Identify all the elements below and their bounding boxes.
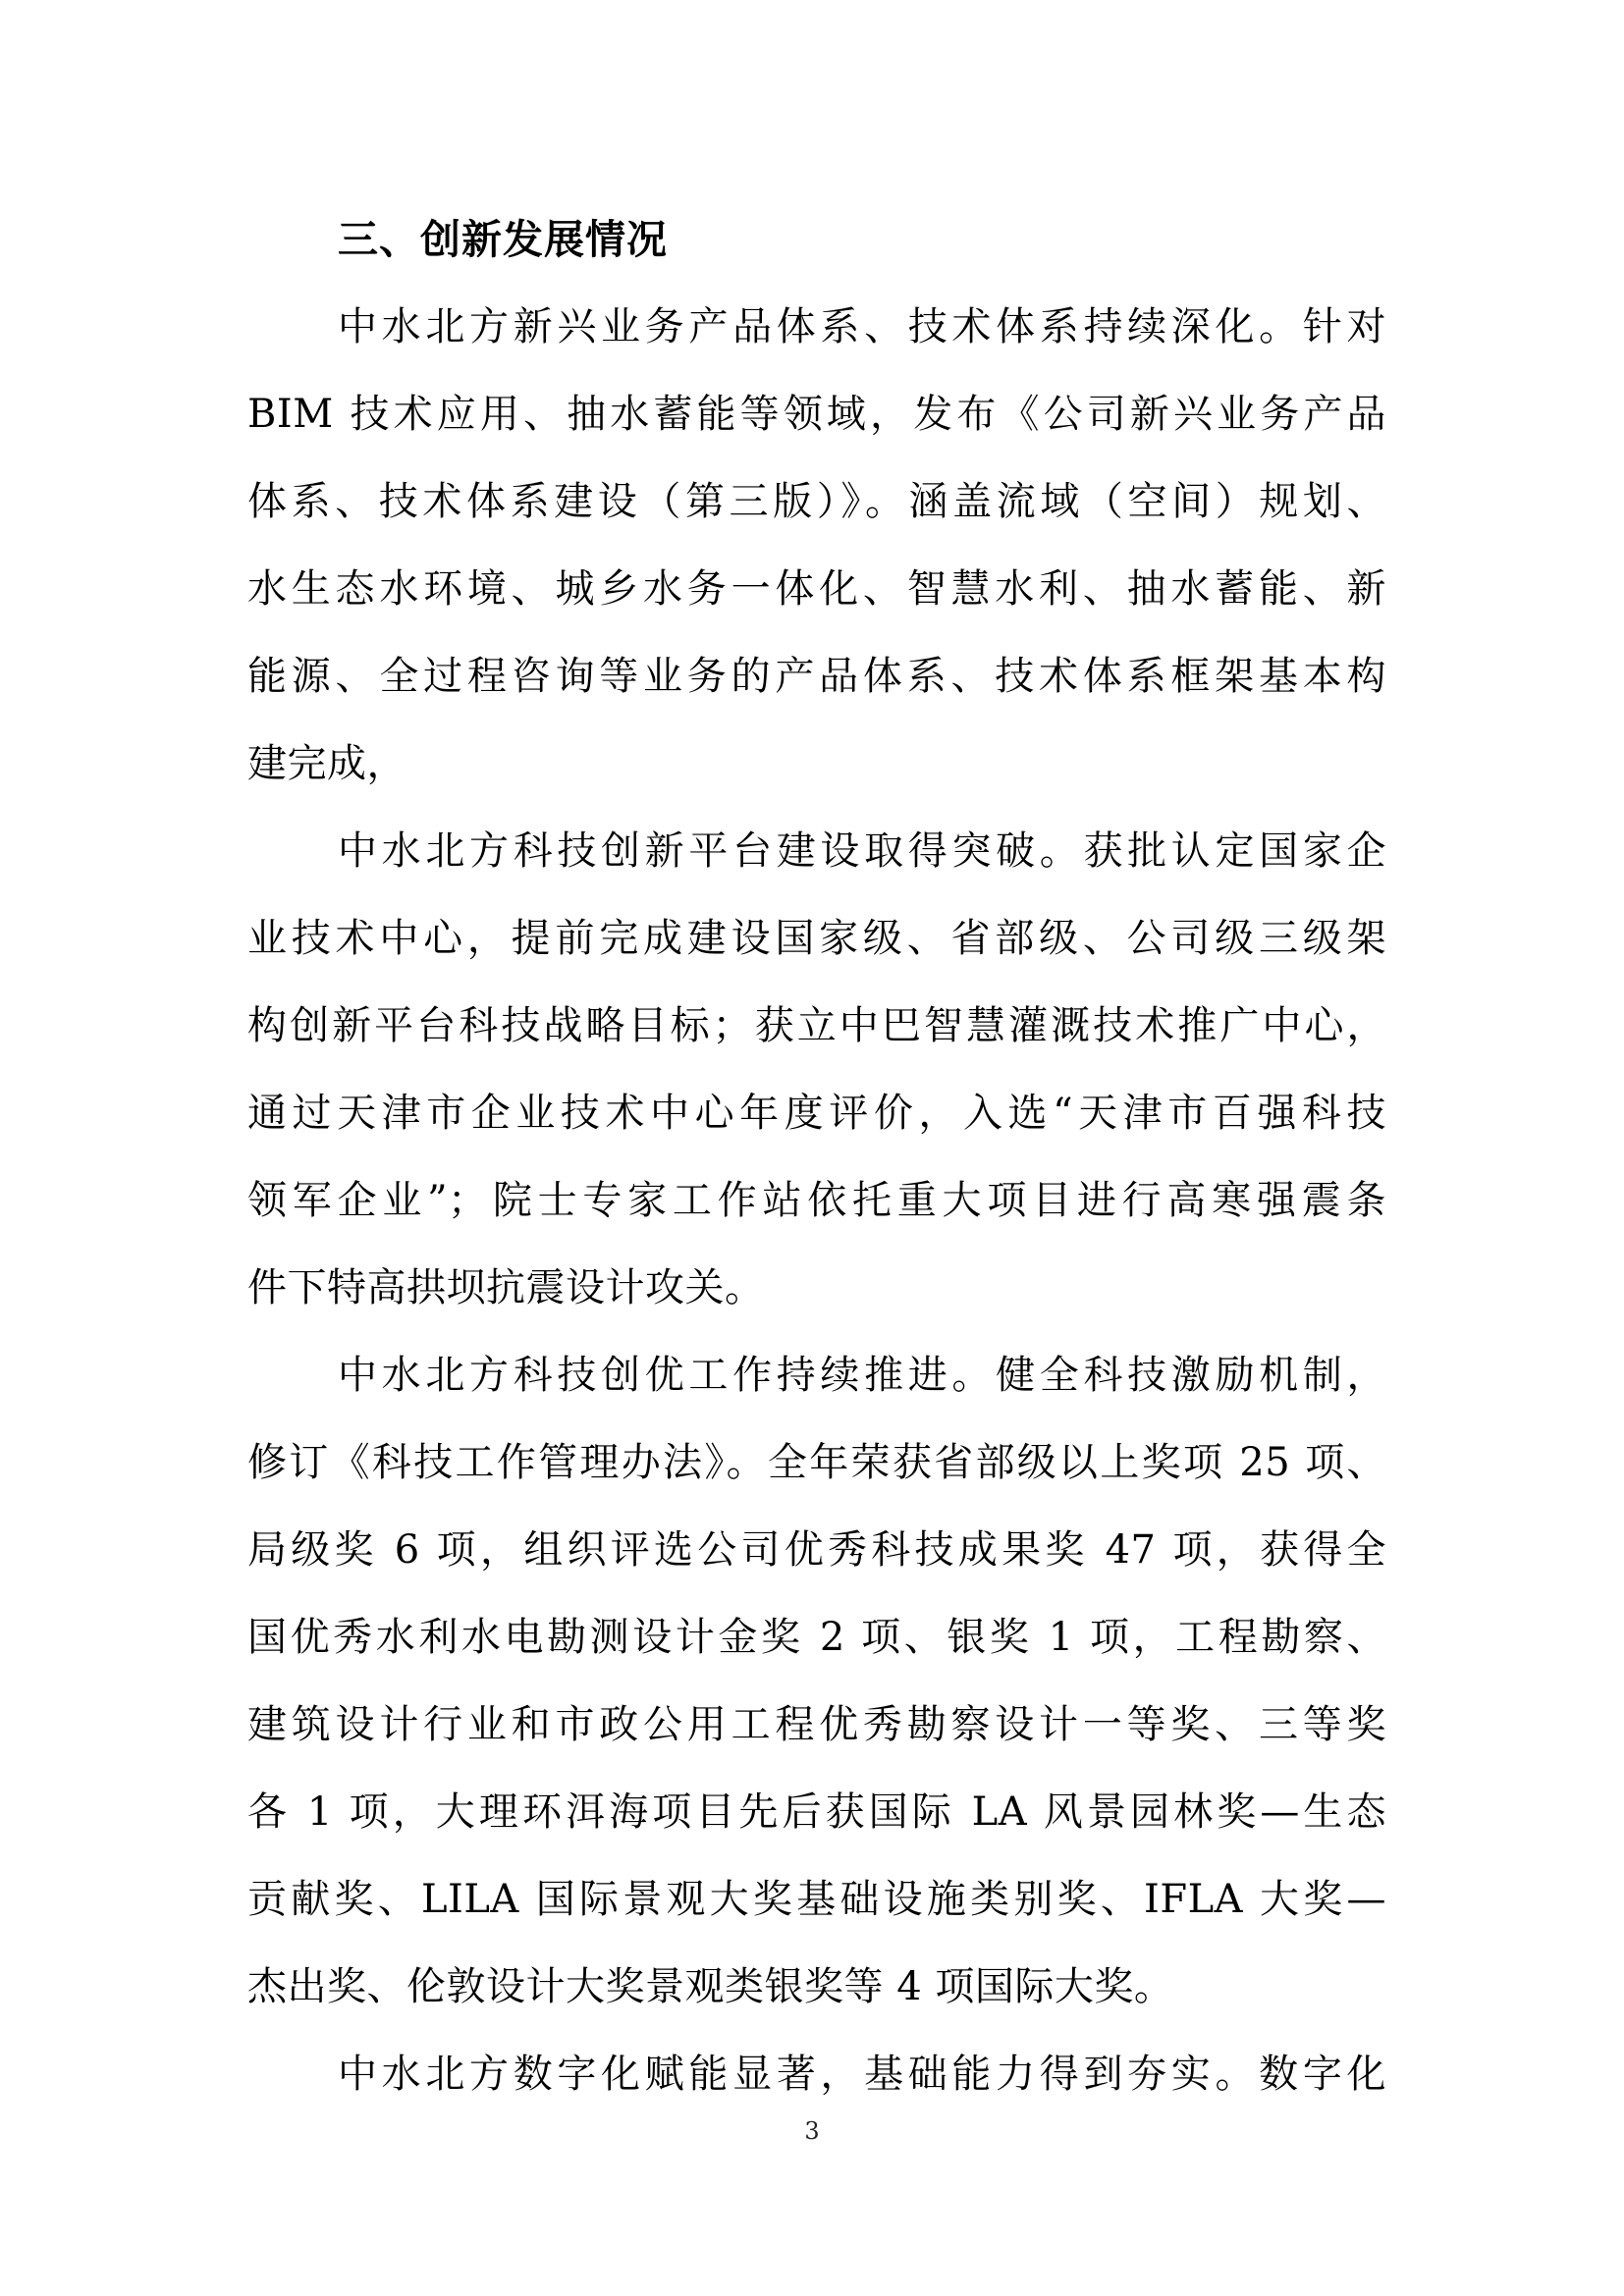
paragraph-digitalization xyxy=(247,2031,1386,2118)
paragraph-line: 局级奖 6 项，组织评选公司优秀科技成果奖 47 项，获得全 xyxy=(247,1527,1386,1573)
paragraph-line: 能源、全过程咨询等业务的产品体系、技术体系框架基本构 xyxy=(247,654,1386,699)
page-number: 3 xyxy=(804,2117,820,2145)
paragraph-line: 体系、技术体系建设（第三版）》。涵盖流域（空间）规划、 xyxy=(247,479,1386,524)
paragraph-line: BIM 技术应用、抽水蓄能等领域，发布《公司新兴业务产品 xyxy=(247,392,1386,437)
page-content xyxy=(247,196,1386,2118)
paragraph-line: 中水北方科技创新平台建设取得突破。获批认定国家企 xyxy=(338,828,1386,874)
paragraph-line: 中水北方新兴业务产品体系、技术体系持续深化。针对 xyxy=(338,304,1386,349)
paragraph-line: 贡献奖、LILA 国际景观大奖基础设施类别奖、IFLA 大奖— xyxy=(247,1877,1386,1922)
paragraph-line: 中水北方数字化赋能显著，基础能力得到夯实。数字化 xyxy=(338,2052,1386,2097)
paragraph-line: 水生态水环境、城乡水务一体化、智慧水利、抽水蓄能、新 xyxy=(247,566,1386,612)
paragraph-line: 业技术中心，提前完成建设国家级、省部级、公司级三级架 xyxy=(247,916,1386,961)
paragraph-line: 建完成， xyxy=(247,741,406,786)
paragraph-line: 修订《科技工作管理办法》。全年荣获省部级以上奖项 25 项、 xyxy=(247,1440,1386,1485)
paragraph-line: 各 1 项，大理环洱海项目先后获国际 LA 风景园林奖—生态 xyxy=(247,1789,1386,1835)
section-heading: 三、创新发展情况 xyxy=(338,216,668,263)
paragraph-line: 建筑设计行业和市政公用工程优秀勘察设计一等奖、三等奖 xyxy=(247,1702,1386,1747)
paragraph-line: 构创新平台科技战略目标；获立中巴智慧灌溉技术推广中心， xyxy=(247,1003,1386,1048)
paragraph-awards xyxy=(247,1332,1386,2031)
paragraph-innovation-platform xyxy=(247,808,1386,1332)
paragraph-line: 杰出奖、伦敦设计大奖景观类银奖等 4 项国际大奖。 xyxy=(247,1964,1174,2009)
paragraph-line: 件下特高拱坝抗震设计攻关。 xyxy=(247,1265,765,1310)
paragraph-line: 国优秀水利水电勘测设计金奖 2 项、银奖 1 项，工程勘察、 xyxy=(247,1615,1386,1660)
paragraph-line: 中水北方科技创优工作持续推进。健全科技激励机制， xyxy=(338,1353,1386,1398)
paragraph-line: 领军企业”；院士专家工作站依托重大项目进行高寒强震条 xyxy=(247,1178,1386,1223)
paragraph-new-business xyxy=(247,284,1386,808)
paragraph-line: 通过天津市企业技术中心年度评价，入选“天津市百强科技 xyxy=(247,1091,1386,1136)
